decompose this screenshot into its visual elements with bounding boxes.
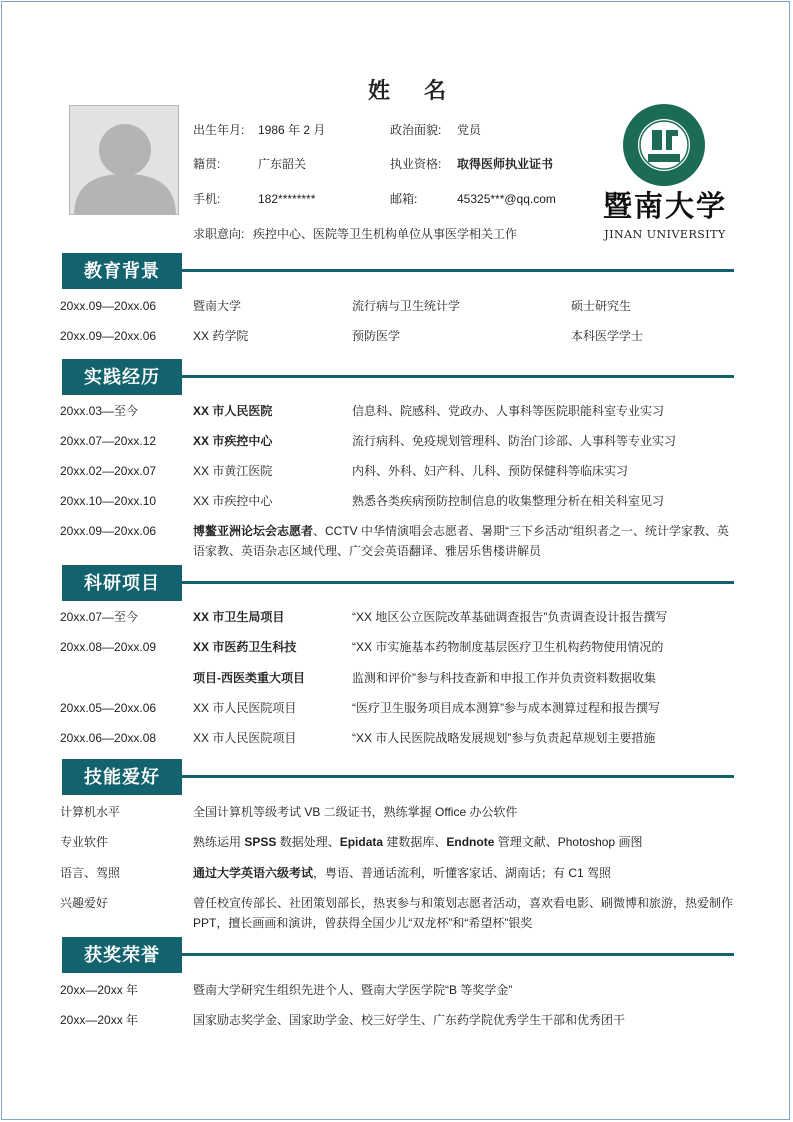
university-name-en: JINAN UNIVERSITY [604,228,726,241]
origin-label: 籍贯: [193,157,221,171]
software-text-part: 管理文献、Photoshop 画图 [494,835,643,849]
skills-computer-label: 计算机水平 [60,805,121,819]
practice-org: XX 市疾控中心 [193,434,273,448]
software-endnote: Endnote [446,835,495,849]
award-date: 20xx—20xx 年 [60,1013,139,1027]
practice-org: XX 市黄江医院 [193,464,273,478]
section-education-rule [182,269,734,272]
practice-date: 20xx.02—20xx.07 [60,464,157,478]
practice-org: XX 市人民医院 [193,404,273,418]
research-desc: “XX 市实施基本药物制度基层医疗卫生机构药物使用情况的 [352,640,664,654]
practice-desc: 内科、外科、妇产科、儿科、预防保健科等临床实习 [352,464,629,478]
page-title: 姓名 [367,78,480,104]
skills-hobby-label: 兴趣爱好 [60,896,109,910]
practice-date: 20xx.09—20xx.06 [60,524,157,538]
research-desc: 监测和评价”参与科技查新和申报工作并负责资料数据收集 [352,671,656,685]
research-desc: “医疗卫生服务项目成本测算”参与成本测算过程和报告撰写 [352,701,660,715]
license-value: 取得医师执业证书 [457,157,554,171]
phone-value: 182******** [258,192,316,206]
section-research-title: 科研项目 [62,565,182,601]
education-degree: 硕士研究生 [571,299,632,313]
research-org: 项目-西医类重大项目 [193,671,305,685]
university-seal-icon [618,102,710,188]
practice-date: 20xx.10—20xx.10 [60,494,157,508]
education-major: 流行病与卫生统计学 [352,299,461,313]
avatar-placeholder-icon [70,106,179,215]
section-education-title: 教育背景 [62,253,182,289]
practice-org: XX 市疾控中心 [193,494,273,508]
skills-language-bold: 通过大学英语六级考试 [193,866,314,880]
section-awards-rule [182,953,734,956]
software-text-part: 数据处理、 [276,835,340,849]
skills-software-label: 专业软件 [60,835,109,849]
email-value: 45325***@qq.com [457,192,556,206]
skills-language-label: 语言、驾照 [60,866,121,880]
origin-value: 广东韶关 [258,157,307,171]
section-practice-title: 实践经历 [62,359,182,395]
education-school: XX 药学院 [193,329,249,343]
section-awards-title: 获奖荣誉 [62,937,182,973]
education-degree: 本科医学学士 [571,329,644,343]
practice-volunteer-bold: 博鳌亚洲论坛会志愿者 [193,524,314,538]
research-org: XX 市卫生局项目 [193,610,285,624]
education-school: 暨南大学 [193,299,242,313]
skills-language-rest: ，粤语、普通话流利，听懂客家话、湖南话；有 C1 驾照 [313,866,612,880]
politics-value: 党员 [457,123,482,137]
section-skills-rule [182,775,734,778]
research-org: XX 市人民医院项目 [193,731,297,745]
research-desc: “XX 地区公立医院改革基础调查报告”负责调查设计报告撰写 [352,610,668,624]
university-name-cn: 暨南大学 [602,189,727,223]
section-skills-title: 技能爱好 [62,759,182,795]
research-date: 20xx.05—20xx.06 [60,701,157,715]
practice-volunteer-desc [193,521,735,561]
research-org: XX 市医药卫生科技 [193,640,297,654]
award-text: 暨南大学研究生组织先进个人、暨南大学医学院“B 等奖学金” [193,983,513,997]
education-date: 20xx.09—20xx.06 [60,299,157,313]
politics-label: 政治面貌: [390,123,442,137]
skills-language-text [193,866,611,880]
section-practice-rule [182,375,734,378]
practice-desc: 熟悉各类疾病预防控制信息的收集整理分析在相关科室见习 [352,494,665,508]
birth-value: 1986 年 2 月 [258,123,326,137]
skills-software-text [193,835,642,849]
award-text: 国家励志奖学金、国家助学金、校三好学生、广东药学院优秀学生干部和优秀团干 [193,1013,626,1027]
practice-date: 20xx.07—20xx.12 [60,434,157,448]
education-major: 预防医学 [352,329,401,343]
practice-desc: 信息科、院感科、党政办、人事科等医院职能科室专业实习 [352,404,665,418]
profile-photo [69,105,179,215]
practice-date: 20xx.03—至今 [60,404,139,418]
software-text-part: 熟练运用 [193,835,245,849]
research-org: XX 市人民医院项目 [193,701,297,715]
license-label: 执业资格: [390,157,442,171]
practice-volunteer-text: 、CCTV 中华情演唱会志愿者、暑期“三下乡活动”组织者之一、统计学家教、英语家教、英语杂志区域代理、广交会英语翻译、雅居乐售楼讲解员 [193,524,730,558]
research-date: 20xx.06—20xx.08 [60,731,157,745]
section-research-rule [182,581,734,584]
research-date: 20xx.08—20xx.09 [60,640,157,654]
university-logo [600,102,730,244]
research-date: 20xx.07—至今 [60,610,139,624]
skills-hobby-text: 曾任校宣传部长、社团策划部长，热衷参与和策划志愿者活动，喜欢看电影、刷微博和旅游，热爱制作 PPT，擅长画画和演讲，曾获得全国少儿“双龙杯”和“希望杯”银奖 [193,896,734,930]
software-text-part: 建数据库、 [383,835,447,849]
intent-label: 求职意向: [193,227,245,241]
software-epidata: Epidata [339,835,384,849]
practice-desc: 流行病科、免疫规划管理科、防治门诊部、人事科等专业实习 [352,434,677,448]
intent-value: 疾控中心、医院等卫生机构单位从事医学相关工作 [253,227,518,241]
email-label: 邮箱: [390,192,418,206]
education-date: 20xx.09—20xx.06 [60,329,157,343]
research-desc: “XX 市人民医院战略发展规划”参与负责起草规划主要措施 [352,731,656,745]
award-date: 20xx—20xx 年 [60,983,139,997]
skills-computer-text: 全国计算机等级考试 VB 二级证书，熟练掌握 Office 办公软件 [193,805,518,819]
phone-label: 手机: [193,192,221,206]
software-spss: SPSS [244,835,277,849]
birth-label: 出生年月: [193,123,245,137]
